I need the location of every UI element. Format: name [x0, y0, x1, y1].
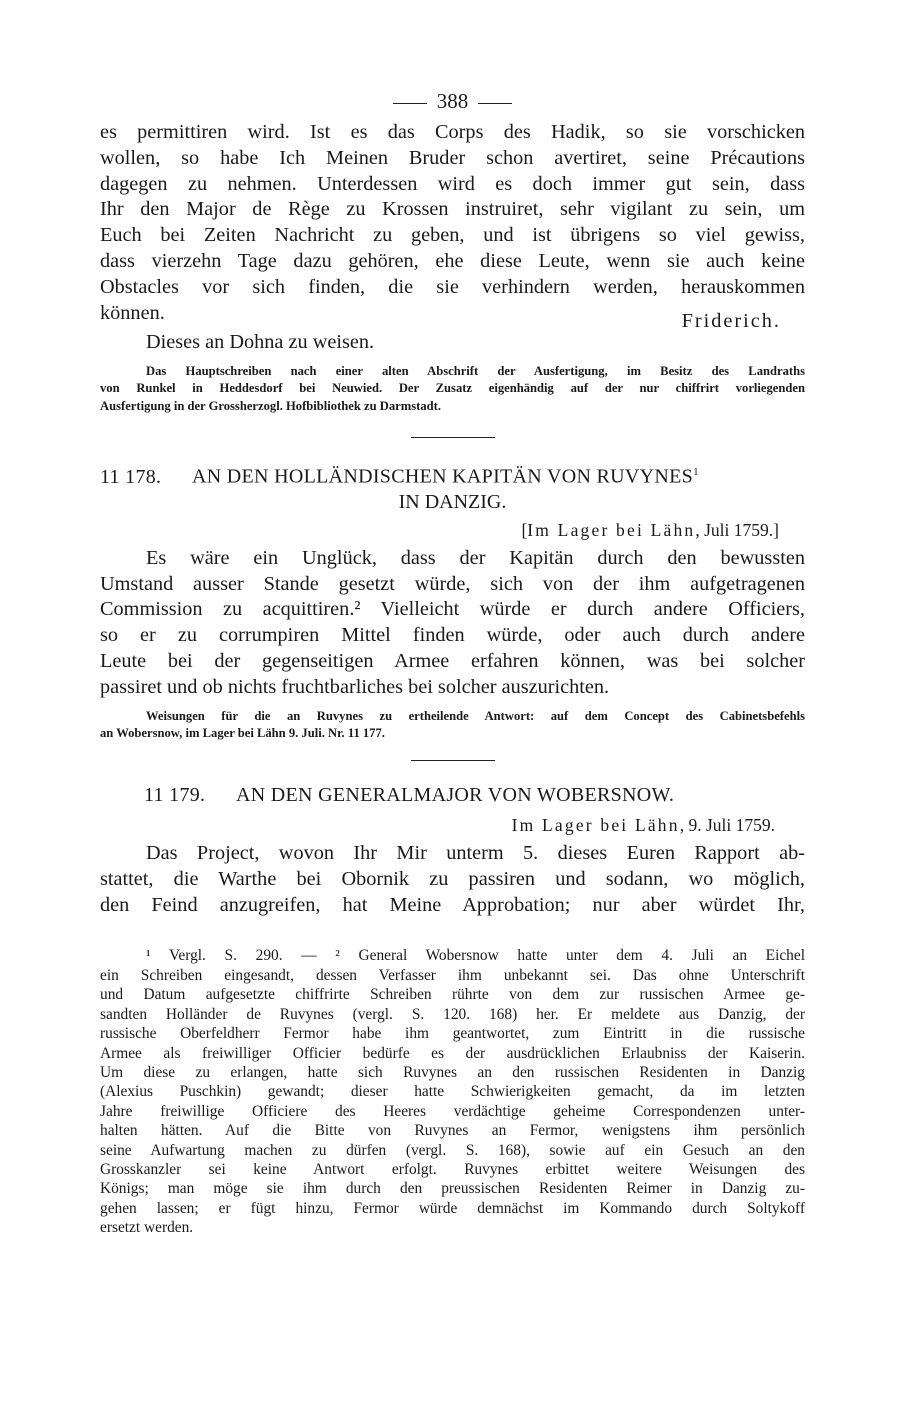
footnote-line: halten hätten. Auf die Bitte von Ruvynes an Fermor, wenigstens ihm persönlich [100, 1122, 805, 1140]
body-line: dagegen zu nehmen. Unterdessen wird es doch immer gut sein, dass [100, 172, 805, 195]
dateline [100, 813, 805, 837]
body-line: Umstand ausser Stande gesetzt würde, sich von der ihm aufgetragenen [100, 572, 805, 595]
section-number: 11 178. [100, 465, 162, 488]
body-line: Obstacles vor sich finden, die sie verhindern werden, herauskommen [100, 275, 805, 298]
last-word: können. [100, 301, 165, 324]
body-line: Euch bei Zeiten Nachricht zu geben, und ist übrigens so viel gewiss, [100, 224, 805, 247]
body-line: Ihr den Major de Rège zu Krossen instruiret, sehr vigilant zu sein, um [100, 198, 805, 221]
footnotes [100, 946, 805, 1237]
note-line: an Wobersnow, im Lager bei Lähn 9. Juli. Nr. 11 177. [100, 725, 385, 740]
footnote-line: sandten Holländer de Ruvynes (vergl. S. 120. 168) her. Er meldete aus Danzig, der [100, 1005, 805, 1023]
document-page [100, 84, 805, 1238]
header-dash-right [478, 103, 512, 104]
source-note [100, 708, 805, 743]
note-line: von Runkel in Heddesdorf bei Neuwied. Der Zusatz eigenhändig auf der nur chiffrirt vorliegenden [100, 381, 805, 396]
footnote-line: Grosskanzler sei keine Antwort erfolgt. Ruvynes erbittet weitere Weisungen des [100, 1160, 805, 1178]
body-line: Es wäre ein Unglück, dass der Kapitän durch den bewussten [146, 546, 805, 569]
body-line: Leute bei der gegenseitigen Armee erfahren können, was bei solcher [100, 649, 805, 672]
letter-continuation [100, 120, 805, 415]
body-line: es permittiren wird. Ist es das Corps des Hadik, so sie vorschicken [100, 121, 805, 143]
body-line: wollen, so habe Ich Meinen Bruder schon avertiret, seine Précautions [100, 146, 805, 169]
section-11178 [100, 460, 805, 742]
note-line: Weisungen für die an Ruvynes zu ertheilende Antwort: auf dem Concept des Cabinetsbefehls [146, 708, 805, 723]
section-title-line2: IN DANZIG. [398, 490, 507, 513]
closing-row [100, 301, 805, 332]
note-line: Das Hauptschreiben nach einer alten Abschrift der Ausfertigung, im Besitz des Landraths [146, 364, 805, 379]
body-line: den Feind anzugreifen, hat Meine Approbation; nur aber würdet Ihr, [100, 893, 805, 916]
dateline-date: , 9. Juli 1759. [679, 815, 775, 836]
body-line: passiret und ob nichts fruchtbarliches bei solcher auszurichten. [100, 675, 610, 698]
section-body [100, 841, 805, 918]
signature: Friderich. [681, 309, 781, 332]
dateline-place: Im Lager bei Lähn [511, 815, 680, 836]
footnote-line: Königs; man möge sie ihm durch den preussischen Residenten Reimer in Danzig zu- [100, 1180, 805, 1198]
section-body [100, 546, 805, 701]
section-separator [411, 437, 495, 438]
header-dash-left [393, 103, 427, 104]
section-heading [100, 460, 805, 489]
page-number: 388 [436, 89, 469, 113]
body-line: Commission zu acquittiren.² Vielleicht würde er durch andere Officiers, [100, 598, 805, 621]
footnote-line: russische Oberfeldherr Fermor habe ihm geantwortet, zum Eintritt in die russische [100, 1025, 805, 1043]
body-line: dass vierzehn Tage dazu gehören, ehe diese Leute, wenn sie auch keine [100, 249, 805, 272]
dateline-date: , Juli 1759.] [695, 519, 779, 540]
page-header [100, 84, 805, 118]
postscript: Dieses an Dohna zu weisen. [146, 331, 375, 354]
title-footnote-mark: 1 [693, 466, 699, 479]
section-heading [100, 783, 805, 807]
footnote-line: seine Aufwartung machen zu dürfen (vergl. S. 168), sowie auf ein Gesuch an den [100, 1141, 805, 1159]
note-line: Ausfertigung in der Grossherzogl. Hofbibliothek zu Darmstadt. [100, 398, 441, 413]
body-line: stattet, die Warthe bei Obornik zu passiren und sodann, wo möglich, [100, 867, 805, 890]
section-number: 11 179. [144, 784, 206, 807]
footnote-line: ¹ Vergl. S. 290. — ² General Wobersnow hatte unter dem 4. Juli an Eichel [146, 947, 805, 965]
footnote-line: ein Schreiben eingesandt, dessen Verfasser ihm unbekannt sei. Das ohne Unterschrift [100, 966, 805, 984]
section-title: AN DEN GENERALMAJOR VON WOBERSNOW. [236, 784, 675, 807]
footnote-line: gehen lassen; er fügt hinzu, Fermor würde demnächst im Kommando durch Soltykoff [100, 1199, 805, 1217]
dateline-place: Im Lager bei Lähn [527, 519, 696, 540]
body-line: Das Project, wovon Ihr Mir unterm 5. dieses Euren Rapport ab- [146, 842, 805, 865]
dateline [100, 518, 805, 542]
footnote-line: Armee als freiwilliger Officier bedürfe es der ausdrücklichen Erlaubniss der Kaiserin. [100, 1044, 805, 1062]
footnote-line: Um diese zu erlangen, hatte sich Ruvynes an den russischen Residenten in Danzig [100, 1063, 805, 1081]
footnote-line: und Datum aufgesetzte chiffrirte Schreiben rührte von dem zur russischen Armee ge- [100, 986, 805, 1004]
section-title: AN DEN HOLLÄNDISCHEN KAPITÄN VON RUVYNES [192, 465, 694, 488]
footnote-line: Jahre freiwillige Officiere des Heeres verdächtige geheime Correspondenzen unter- [100, 1102, 805, 1120]
footnote-line: ersetzt werden. [100, 1219, 194, 1237]
section-separator [411, 760, 495, 761]
section-11179 [100, 783, 805, 918]
source-note [100, 363, 805, 415]
footnote-line: (Alexius Puschkin) gewandt; dieser hatte Schwierigkeiten gemacht, da im letzten [100, 1083, 805, 1101]
body-line: so er zu corrumpiren Mittel finden würde, oder auch durch andere [100, 624, 805, 647]
dateline-bracket: [ [521, 519, 528, 540]
